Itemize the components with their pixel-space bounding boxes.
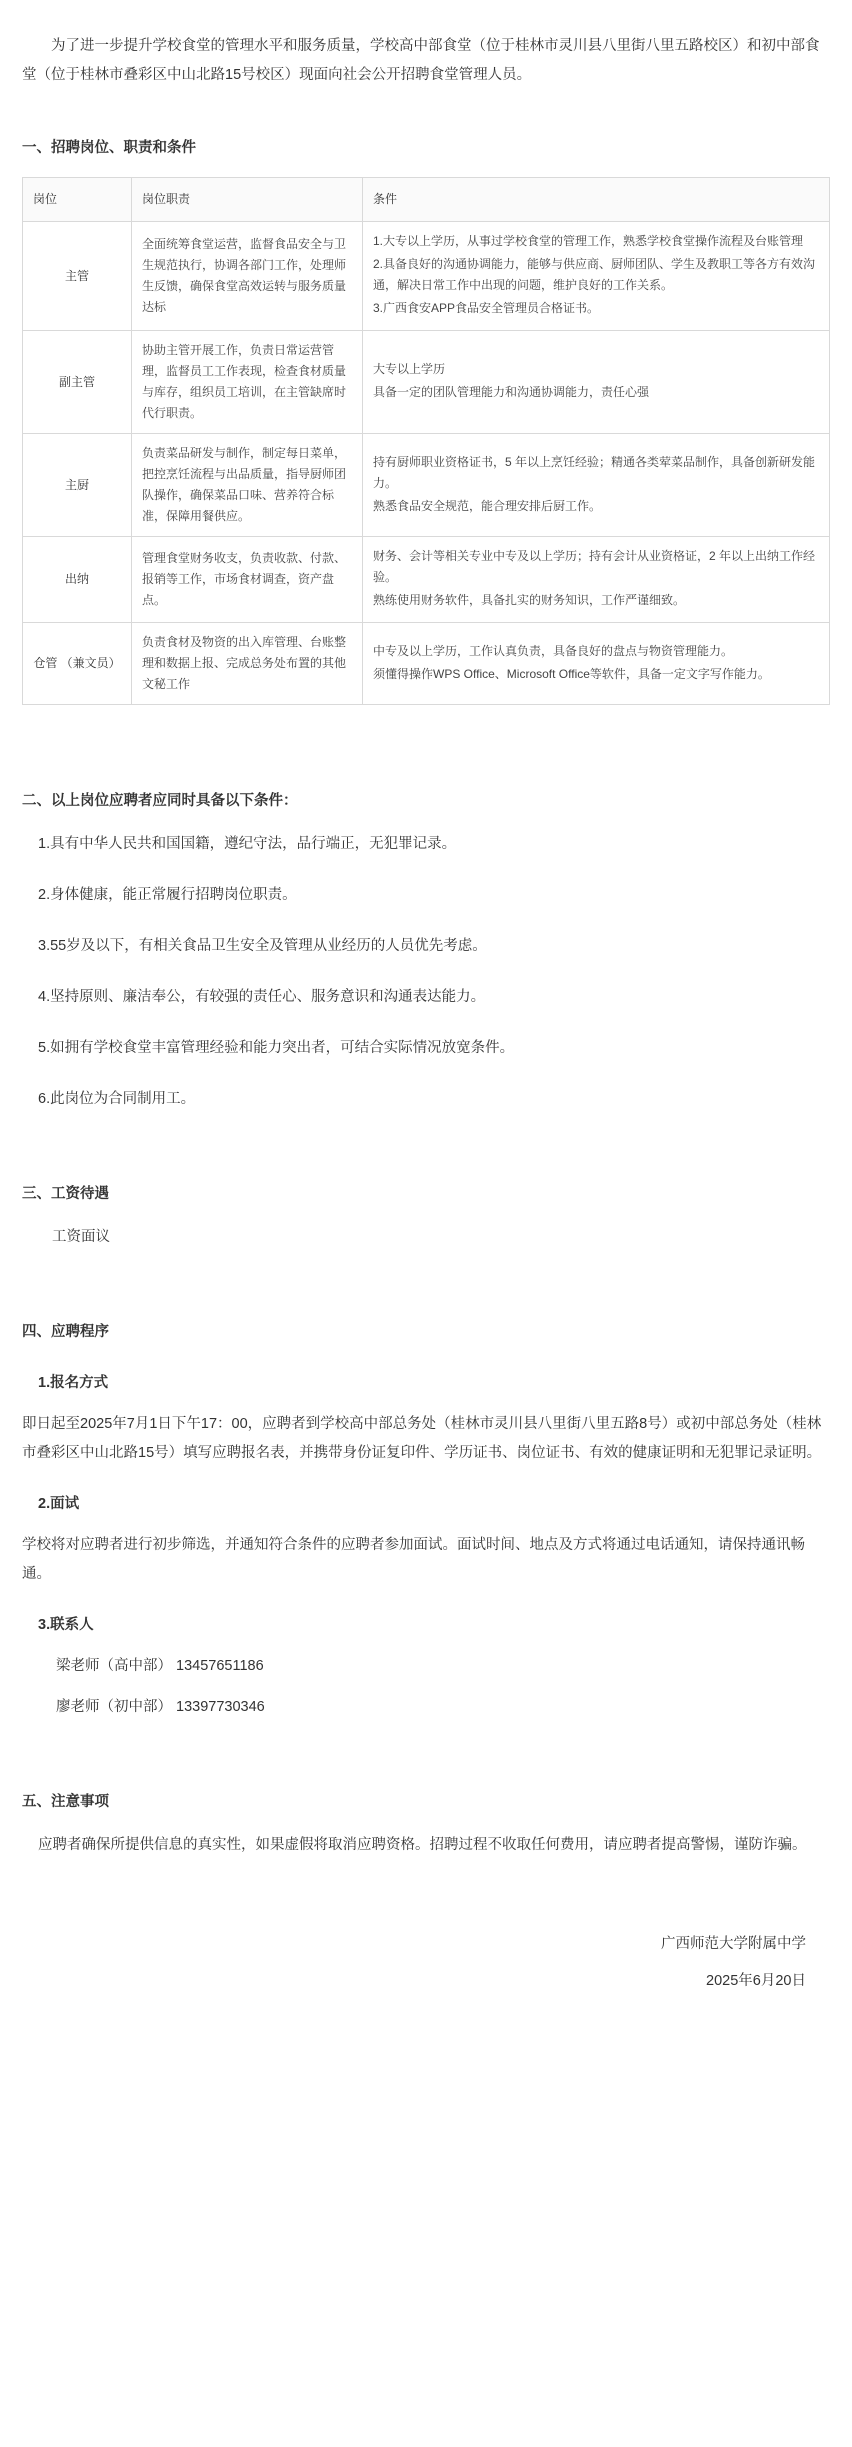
contact-item: 廖老师（初中部） 13397730346	[56, 1699, 265, 1715]
signature-org: 广西师范大学附属中学	[661, 1936, 806, 1952]
condition-item: 5.如拥有学校食堂丰富管理经验和能力突出者，可结合实际情况放宽条件。	[38, 1040, 515, 1056]
table-row	[23, 434, 830, 537]
requirement-list	[373, 359, 819, 403]
requirement-item: 大专以上学历	[373, 362, 446, 376]
cell-requirements	[363, 537, 830, 623]
requirement-item: 1.大专以上学历，从事过学校食堂的管理工作，熟悉学校食堂操作流程及台账管理	[373, 234, 804, 248]
procedure-step1-text: 即日起至2025年7月1日下午17：00，应聘者到学校高中部总务处（桂林市灵川县八里街八里五路8号）或初中部总务处（桂林市叠彩区中山北路15号）填写应聘报名表，并携带身份证复印件、学历证书、岗位证书、有效的健康证明和无犯罪记录证明。	[22, 1416, 822, 1461]
requirement-item: 熟悉食品安全规范，能合理安排后厨工作。	[373, 498, 602, 513]
notice-text: 应聘者确保所提供信息的真实性，如果虚假将取消应聘资格。招聘过程不收取任何费用，请应聘者提高警惕，谨防诈骗。	[38, 1837, 807, 1853]
requirement-item: 中专及以上学历，工作认真负责，具备良好的盘点与物资管理能力。	[373, 643, 734, 658]
requirement-item: 2.具备良好的沟通协调能力，能够与供应商、厨师团队、学生及教职工等各方有效沟通，解决日常工作中出现的问题，维护良好的工作关系。	[373, 257, 816, 292]
table-row	[23, 222, 830, 331]
spacer	[22, 1154, 830, 1180]
cell-post: 主厨	[23, 434, 132, 537]
section-heading-procedure: 四、应聘程序	[22, 1324, 109, 1340]
requirement-item: 具备一定的团队管理能力和沟通协调能力，责任心强	[373, 385, 650, 399]
section-heading-notice: 五、注意事项	[22, 1794, 109, 1810]
table-header	[23, 178, 830, 222]
contact-item: 梁老师（高中部） 13457651186	[56, 1658, 264, 1674]
cell-duty: 管理食堂财务收支，负责收款、付款、报销等工作，市场食材调查，资产盘点。	[132, 537, 363, 623]
table-body	[23, 222, 830, 705]
signature-date: 2025年6月20日	[706, 1973, 806, 1989]
section-heading-conditions: 二、以上岗位应聘者应同时具备以下条件：	[22, 793, 298, 809]
spacer	[22, 1292, 830, 1318]
condition-item: 4.坚持原则、廉洁奉公，有较强的责任心、服务意识和沟通表达能力。	[38, 989, 486, 1005]
column-header-duty: 岗位职责	[132, 178, 363, 222]
requirement-item: 3.广西食安APP食品安全管理员合格证书。	[373, 301, 600, 315]
requirement-list	[373, 452, 819, 517]
condition-item: 3.55岁及以下，有相关食品卫生安全及管理从业经历的人员优先考虑。	[38, 938, 487, 954]
condition-item: 1.具有中华人民共和国国籍，遵纪守法，品行端正，无犯罪记录。	[38, 836, 457, 852]
table-header-row	[23, 178, 830, 222]
requirement-list	[373, 231, 819, 319]
cell-requirements	[363, 623, 830, 705]
cell-requirements	[363, 331, 830, 434]
cell-duty: 负责食材及物资的出入库管理、台账整理和数据上报、完成总务处布置的其他文秘工作	[132, 623, 363, 705]
requirement-item: 持有厨师职业资格证书，5 年以上烹饪经验；精通各类荤菜品制作，具备创新研发能力。	[373, 454, 816, 490]
table-row	[23, 331, 830, 434]
cell-duty: 协助主管开展工作，负责日常运营管理，监督员工工作表现，检查食材质量与库存，组织员工培训，在主管缺席时代行职责。	[132, 331, 363, 434]
section-salary	[22, 1180, 830, 1252]
spacer	[22, 1762, 830, 1788]
procedure-step2-title: 2.面试	[38, 1496, 80, 1512]
cell-duty: 负责菜品研发与制作，制定每日菜单，把控烹饪流程与出品质量，指导厨师团队操作，确保菜品口味、营养符合标准，保障用餐供应。	[132, 434, 363, 537]
section-heading-positions: 一、招聘岗位、职责和条件	[22, 140, 196, 156]
cell-post: 主管	[23, 222, 132, 331]
section-heading-salary: 三、工资待遇	[22, 1186, 109, 1202]
table-row	[23, 537, 830, 623]
procedure-step1-title: 1.报名方式	[38, 1375, 109, 1391]
cell-post: 出纳	[23, 537, 132, 623]
cell-post: 仓管 （兼文员）	[23, 623, 132, 705]
cell-post: 副主管	[23, 331, 132, 434]
requirement-item: 须懂得操作WPS Office、Microsoft Office等软件，具备一定文字写作能力。	[373, 666, 770, 681]
section-positions	[22, 134, 830, 705]
cell-requirements	[363, 434, 830, 537]
table-row	[23, 623, 830, 705]
section-conditions	[22, 787, 830, 1114]
conditions-list	[22, 830, 830, 1114]
requirement-item: 熟练使用财务软件，具备扎实的财务知识，工作严谨细致。	[373, 593, 686, 607]
cell-duty: 全面统筹食堂运营，监督食品安全与卫生规范执行，协调各部门工作，处理师生反馈，确保食堂高效运转与服务质量达标	[132, 222, 363, 331]
requirement-list	[373, 546, 819, 611]
column-header-post: 岗位	[23, 178, 132, 222]
condition-item: 6.此岗位为合同制用工。	[38, 1091, 196, 1107]
procedure-step2-text: 学校将对应聘者进行初步筛选，并通知符合条件的应聘者参加面试。面试时间、地点及方式将通过电话通知，请保持通讯畅通。	[22, 1537, 805, 1582]
requirement-item: 财务、会计等相关专业中专及以上学历；持有会计从业资格证，2 年以上出纳工作经验。	[373, 549, 816, 584]
positions-table	[22, 177, 830, 705]
procedure-step3-title: 3.联系人	[38, 1617, 94, 1633]
section-procedure	[22, 1318, 830, 1722]
spacer	[22, 745, 830, 787]
column-header-requirements: 条件	[363, 178, 830, 222]
section-notice	[22, 1788, 830, 1860]
requirement-list	[373, 641, 819, 685]
cell-requirements	[363, 222, 830, 331]
salary-text: 工资面议	[52, 1229, 110, 1245]
condition-item: 2.身体健康，能正常履行招聘岗位职责。	[38, 887, 297, 903]
intro-paragraph: 为了进一步提升学校食堂的管理水平和服务质量，学校高中部食堂（位于桂林市灵川县八里街八里五路校区）和初中部食堂（位于桂林市叠彩区中山北路15号校区）现面向社会公开招聘食堂管理人员。	[22, 38, 820, 83]
signature-block	[22, 1930, 830, 1996]
